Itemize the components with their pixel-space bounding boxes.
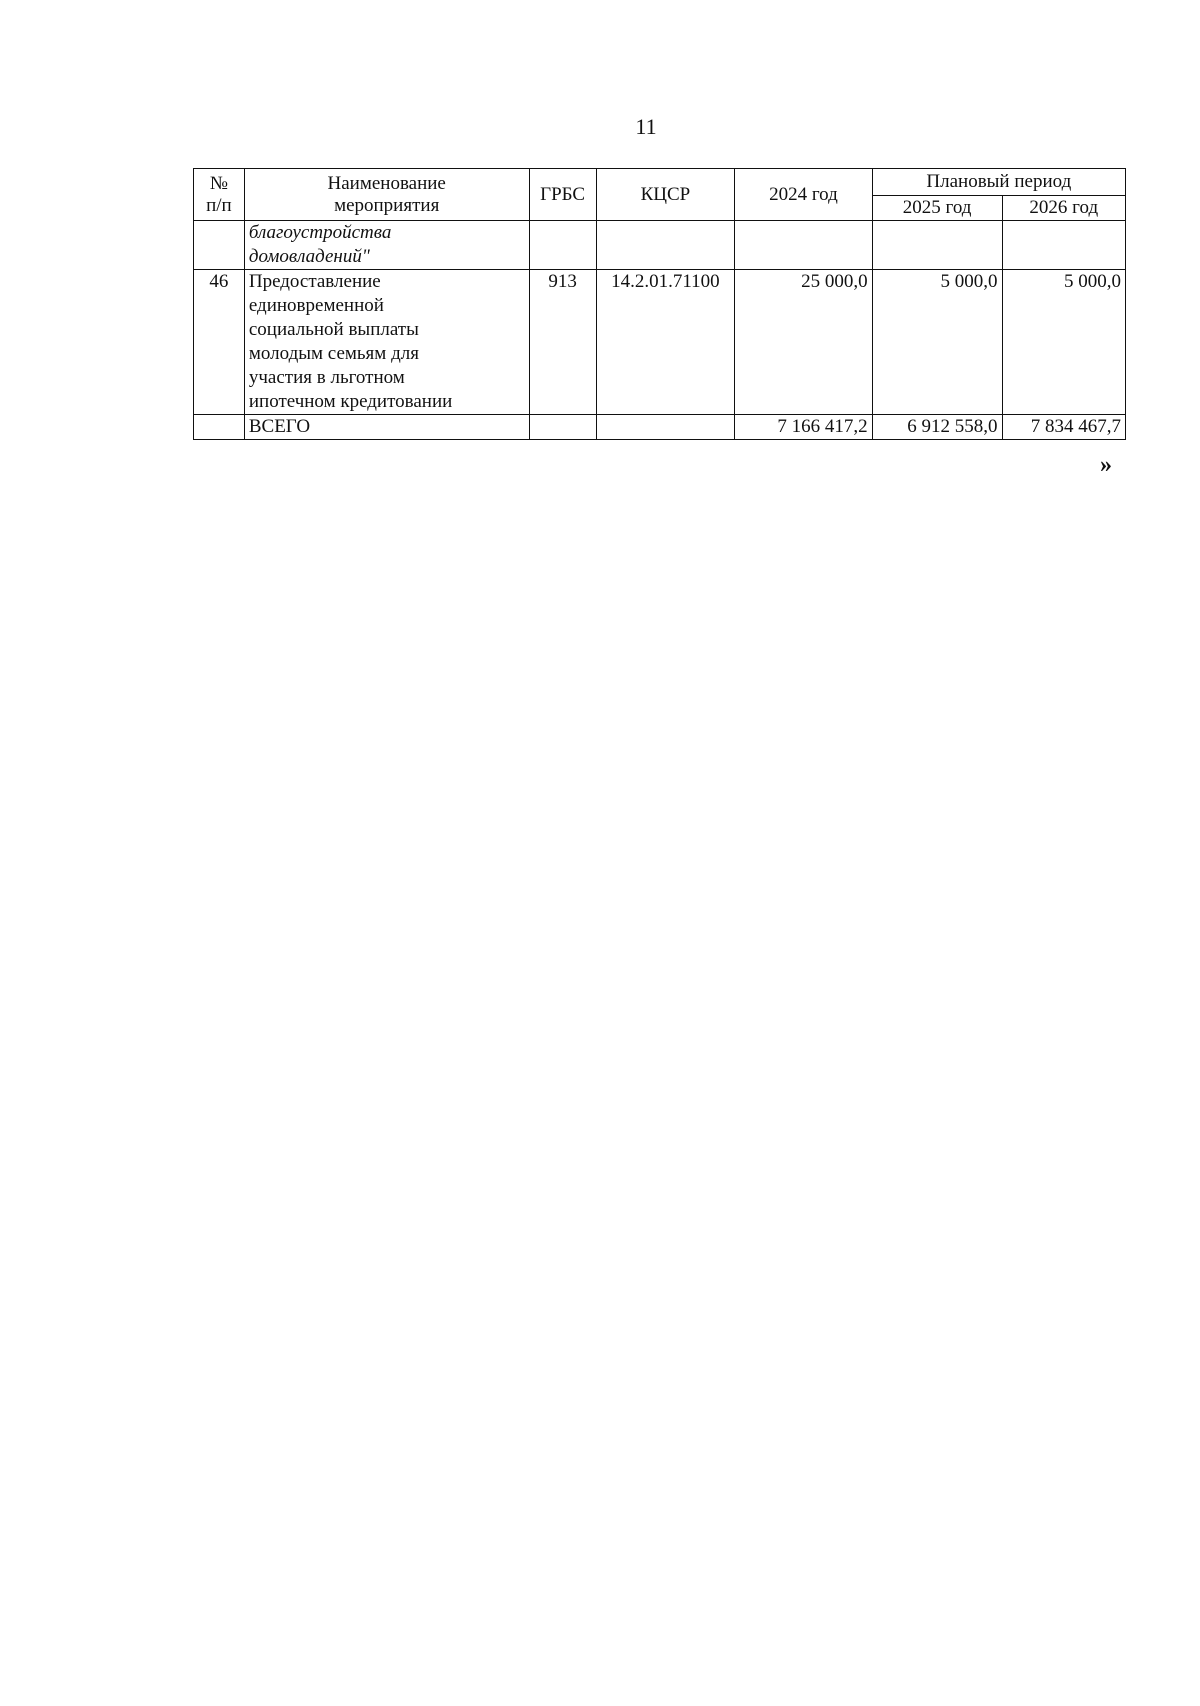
total-label: ВСЕГО (244, 415, 529, 440)
cell-num: 46 (194, 270, 245, 415)
cell-name: Предоставление единовременной социальной выплаты молодым семьям для участия в льготном ипотечном кредитовании (244, 270, 529, 415)
header-planned-period: Плановый период (872, 169, 1125, 196)
cell-2026 (1002, 221, 1125, 270)
cell-num (194, 221, 245, 270)
header-num: № п/п (194, 169, 245, 221)
total-2026: 7 834 467,7 (1002, 415, 1125, 440)
header-name: Наименование мероприятия (244, 169, 529, 221)
cell-2024: 25 000,0 (735, 270, 872, 415)
total-2025: 6 912 558,0 (872, 415, 1002, 440)
total-2024: 7 166 417,2 (735, 415, 872, 440)
table-total-row (194, 415, 1126, 440)
cell-num (194, 415, 245, 440)
cell-kcsr (596, 221, 735, 270)
cell-kcsr: 14.2.01.71100 (596, 270, 735, 415)
page-number: 11 (635, 114, 657, 139)
header-2026: 2026 год (1002, 196, 1125, 221)
cell-grbs (529, 415, 596, 440)
cell-2026: 5 000,0 (1002, 270, 1125, 415)
table-header-row (194, 169, 1126, 196)
header-2024: 2024 год (735, 169, 872, 221)
closing-quote-mark: » (1100, 452, 1112, 478)
header-kcsr: КЦСР (596, 169, 735, 221)
cell-kcsr (596, 415, 735, 440)
budget-table (193, 168, 1126, 440)
table-row (194, 221, 1126, 270)
cell-2024 (735, 221, 872, 270)
cell-grbs (529, 221, 596, 270)
cell-grbs: 913 (529, 270, 596, 415)
table-row (194, 270, 1126, 415)
cell-2025 (872, 221, 1002, 270)
header-2025: 2025 год (872, 196, 1002, 221)
header-grbs: ГРБС (529, 169, 596, 221)
cell-2025: 5 000,0 (872, 270, 1002, 415)
cell-name: благоустройства домовладений" (244, 221, 529, 270)
